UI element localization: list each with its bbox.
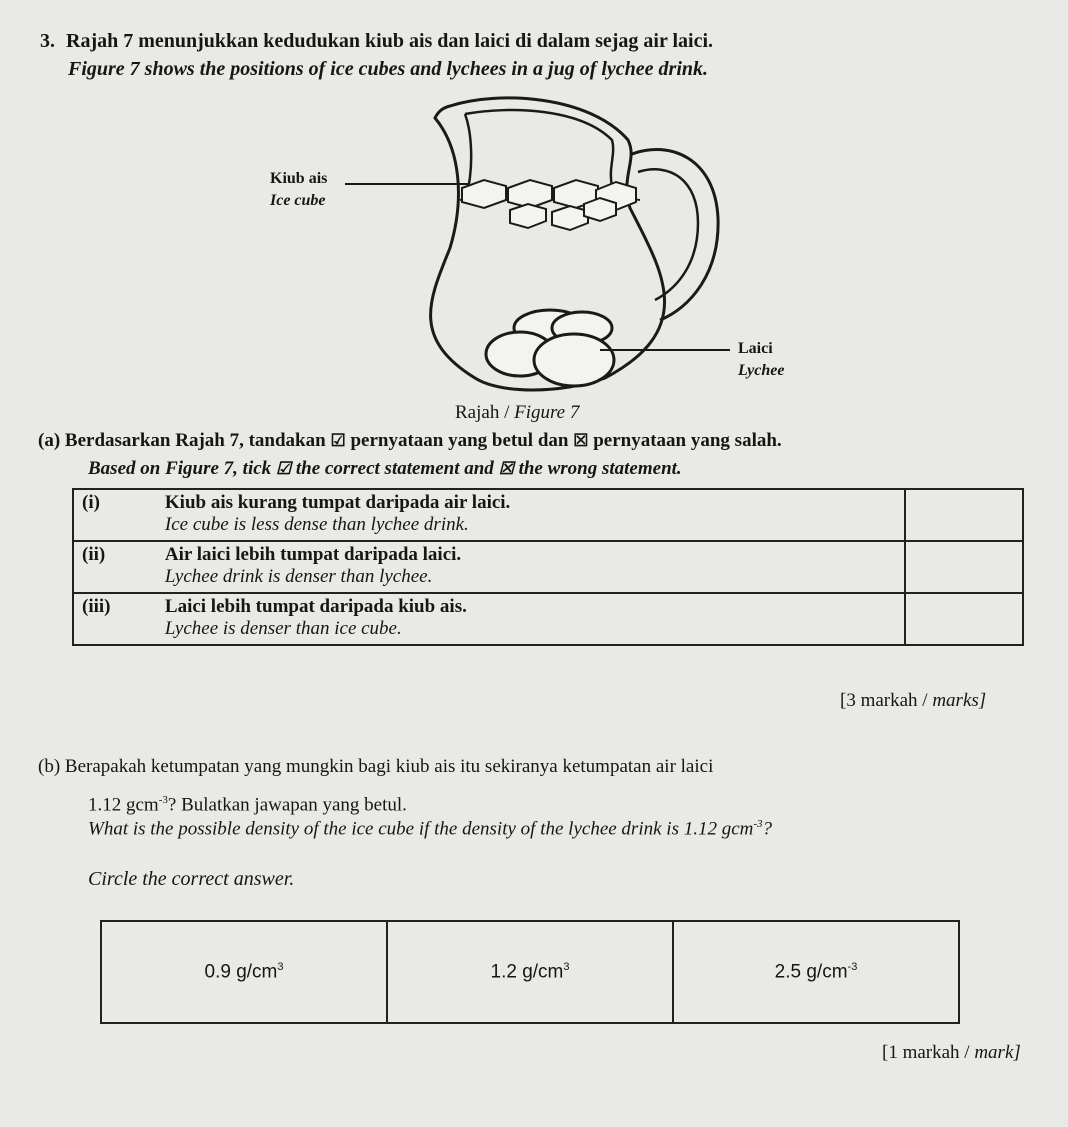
- tick-icon: ☑: [275, 459, 292, 478]
- statement-row-ii: [73, 541, 1023, 593]
- part-b-line-3: [88, 818, 772, 840]
- statement-english: Lychee is denser than ice cube.: [164, 618, 402, 639]
- statement-row-iii: [73, 593, 1023, 645]
- statement-number: (ii): [73, 541, 157, 593]
- statement-text: [157, 541, 905, 593]
- statement-english: Lychee drink is denser than lychee.: [164, 566, 433, 587]
- density-value: 1.12 gcm: [88, 794, 159, 816]
- caption-english: Figure 7: [514, 402, 580, 423]
- instr-ms-2: pernyataan yang betul dan: [350, 430, 569, 451]
- part-a-instruction-english: [88, 458, 682, 480]
- caption-malay: Rajah /: [455, 402, 510, 423]
- option-0-9[interactable]: [101, 921, 387, 1023]
- lychees: [486, 310, 614, 386]
- part-b-line-1: [38, 756, 713, 778]
- part-a-instruction-malay: [38, 430, 782, 452]
- statement-text: [157, 593, 905, 645]
- statement-malay: Kiub ais kurang tumpat daripada air laici.: [164, 492, 511, 513]
- density-exponent: -3: [158, 794, 168, 806]
- answer-options-table: [100, 920, 960, 1024]
- part-a-label: (a): [38, 430, 61, 451]
- statement-english: Ice cube is less dense than lychee drink.: [164, 514, 469, 535]
- marks-part-b: [882, 1042, 1021, 1064]
- statement-number: (i): [73, 489, 157, 541]
- question-number: 3.: [40, 30, 55, 52]
- lychee: [534, 334, 614, 386]
- cross-icon: ☒: [573, 431, 589, 450]
- cross-icon: ☒: [498, 459, 514, 478]
- ice-cube: [510, 204, 546, 228]
- part-b-instruction-malay: ? Bulatkan jawapan yang betul.: [167, 794, 407, 816]
- part-b-label: (b): [38, 756, 61, 777]
- label-ice-cube-english: Ice cube: [270, 192, 326, 209]
- ice-cube: [552, 206, 588, 230]
- label-lychee-malay: Laici: [738, 340, 773, 357]
- option-value: 1.2 g/cm: [490, 961, 564, 983]
- option-exponent: -3: [847, 960, 858, 973]
- instr-ms-1: Berdasarkan Rajah 7, tandakan: [64, 430, 326, 451]
- intro-malay-text: Rajah 7 menunjukkan kedudukan kiub ais dan laici di dalam sejag air laici.: [66, 30, 714, 52]
- density-exponent: -3: [753, 818, 763, 830]
- statement-text: [157, 489, 905, 541]
- answer-box[interactable]: [905, 541, 1023, 593]
- question-mark: ?: [762, 818, 773, 840]
- ice-cube: [584, 198, 616, 221]
- option-value: 0.9 g/cm: [204, 961, 278, 983]
- instr-en-2: the correct statement and: [295, 458, 494, 479]
- statement-row-i: [73, 489, 1023, 541]
- statement-malay: Air laici lebih tumpat daripada laici.: [164, 544, 462, 565]
- part-b-instruction-english: Circle the correct answer.: [88, 868, 295, 890]
- figure-caption: [455, 402, 579, 424]
- statements-table: [72, 488, 1024, 646]
- ice-cubes: [462, 180, 636, 230]
- lychee-jug-figure: [260, 88, 820, 398]
- marks-a-malay: [3 markah /: [840, 690, 928, 711]
- tick-icon: ☑: [330, 431, 346, 450]
- intro-english-text: Figure 7 shows the positions of ice cubes and lychees in a jug of lychee drink.: [68, 58, 709, 80]
- option-exponent: 3: [563, 960, 570, 973]
- option-exponent: 3: [277, 960, 284, 973]
- part-b-line-2: [88, 794, 407, 816]
- answer-box[interactable]: [905, 593, 1023, 645]
- statement-number: (iii): [73, 593, 157, 645]
- part-b-question-malay: Berapakah ketumpatan yang mungkin bagi kiub ais itu sekiranya ketumpatan air laici: [64, 756, 714, 777]
- option-2-5[interactable]: [673, 921, 959, 1023]
- option-1-2[interactable]: [387, 921, 673, 1023]
- statement-malay: Laici lebih tumpat daripada kiub ais.: [164, 596, 467, 617]
- marks-b-malay: [1 markah /: [882, 1042, 970, 1063]
- instr-ms-3: pernyataan yang salah.: [593, 430, 782, 451]
- instr-en-3: the wrong statement.: [518, 458, 682, 479]
- part-b-question-english: What is the possible density of the ice cube if the density of the lychee drink is 1.12 gcm: [88, 818, 754, 840]
- marks-a-english: marks]: [932, 690, 987, 711]
- option-value: 2.5 g/cm: [774, 961, 848, 983]
- question-intro-malay: [40, 30, 713, 53]
- marks-b-english: mark]: [974, 1042, 1021, 1063]
- label-ice-cube-malay: Kiub ais: [270, 170, 328, 187]
- answer-box[interactable]: [905, 489, 1023, 541]
- instr-en-1: Based on Figure 7, tick: [88, 458, 272, 479]
- label-lychee-english: Lychee: [738, 362, 785, 379]
- marks-part-a: [840, 690, 986, 712]
